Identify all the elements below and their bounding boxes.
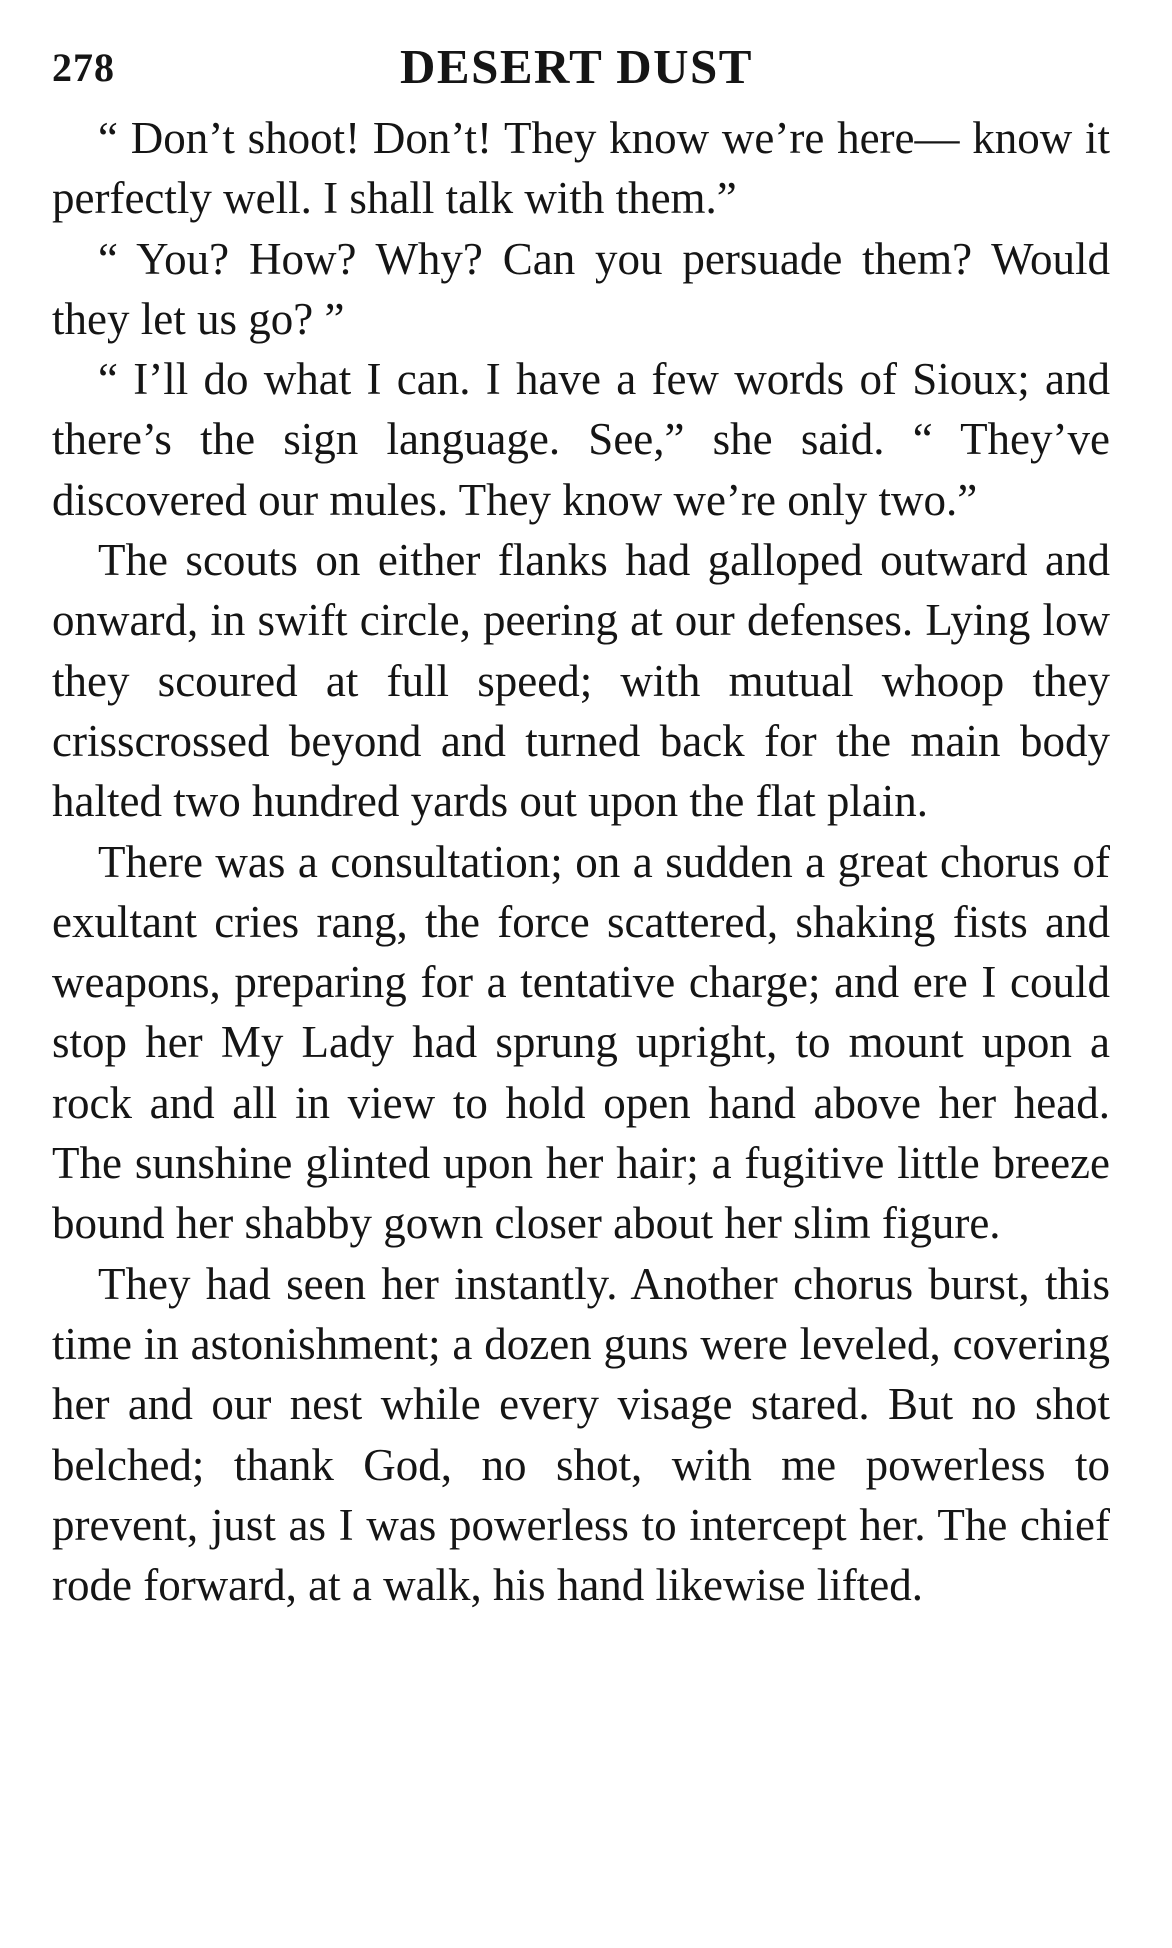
paragraph: “ I’ll do what I can. I have a few words of Sioux; and there’s the sign language. See,” she said. “ They’ve discovered our mules. They know we’re only two.” (52, 354, 1110, 525)
paragraph: There was a consultation; on a sudden a great chorus of exultant cries rang, the force scattered, shaking fists and weapons, preparing for a tentative charge; and ere I could stop her My Lady had sprung upright, to mount upon a rock and all in view to hold open hand above her head. The sunshine glinted upon her hair; a fugitive little breeze bound her shabby gown closer about her slim figure. (52, 836, 1110, 1249)
paragraph: “ You? How? Why? Can you persuade them? Would they let us go? ” (52, 233, 1110, 344)
paragraph: The scouts on either flanks had galloped outward and onward, in swift circle, peering at our defenses. Lying low they scoured at full speed; with mutual whoop they crisscrossed beyond and turned back for the main body halted two hundred yards out upon the flat plain. (52, 535, 1110, 827)
running-header (52, 38, 1110, 108)
page-number: 278 (52, 45, 115, 90)
paragraph: “ Don’t shoot! Don’t! They know we’re here— know it perfectly well. I shall talk with them.” (52, 113, 1110, 224)
paragraph: They had seen her instantly. Another chorus burst, this time in astonishment; a dozen guns were leveled, covering her and our nest while every visage stared. But no shot belched; thank God, no shot, with me powerless to prevent, just as I was powerless to intercept her. The chief rode forward, at a walk, his hand likewise lifted. (52, 1258, 1110, 1611)
body-text (52, 108, 1110, 1615)
book-page (52, 38, 1110, 1615)
book-title: DESERT DUST (400, 39, 753, 94)
